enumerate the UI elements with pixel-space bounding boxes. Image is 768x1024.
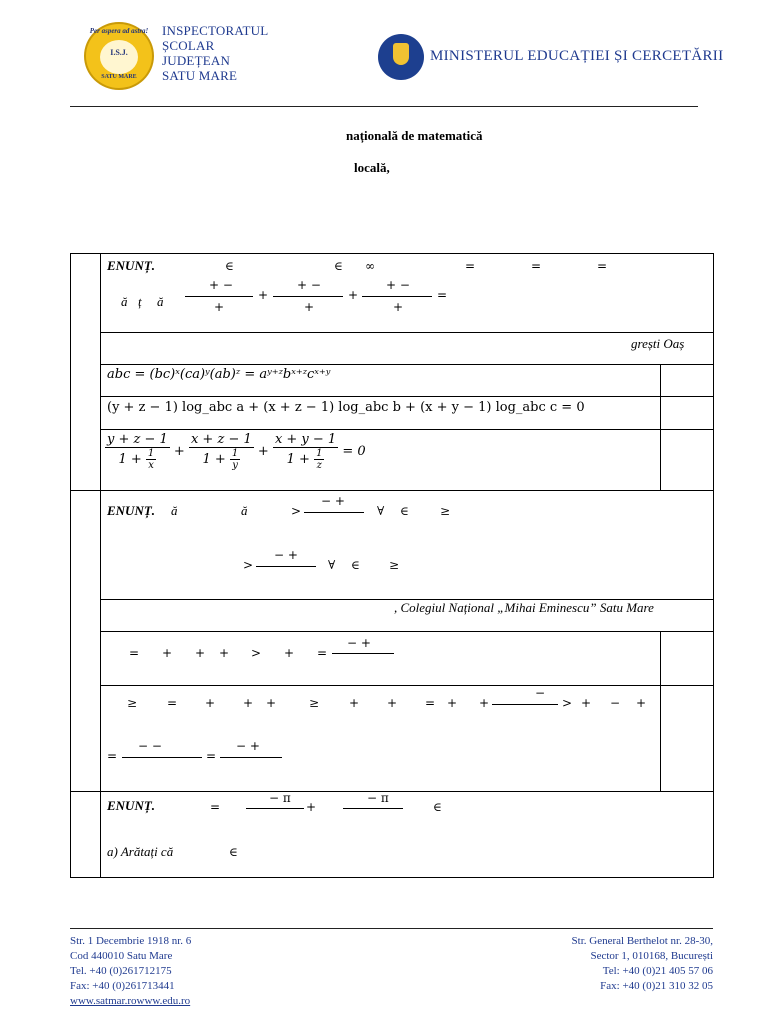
text-fragment: ă xyxy=(171,503,178,518)
isj-logo-book xyxy=(100,40,138,74)
fraction-numerator: − + xyxy=(347,636,371,650)
row-divider xyxy=(100,685,714,686)
nested-fraction xyxy=(230,448,240,471)
symbol-infinity: ∞ xyxy=(365,259,375,273)
fraction xyxy=(105,432,170,471)
symbol-plus: + xyxy=(266,696,277,710)
row-divider xyxy=(100,429,714,430)
text-fragment: ă xyxy=(121,294,128,309)
fraction-numerator: x + y − 1 xyxy=(274,432,337,447)
denominator-part: 1 + xyxy=(286,452,315,467)
problem1-enunt: ENUNȚ. xyxy=(107,258,156,273)
fraction-bar xyxy=(492,704,558,705)
denominator-part: 1 + xyxy=(202,452,230,467)
symbol-in: ∈ xyxy=(400,504,409,518)
fraction-bar xyxy=(122,757,202,758)
symbol-equals: = xyxy=(437,288,448,302)
footer-line: Cod 440010 Satu Mare xyxy=(70,950,173,962)
problems-table xyxy=(70,253,714,878)
fraction-bar xyxy=(332,653,394,654)
footer-address-isj xyxy=(70,934,191,1009)
fraction-denominator: + xyxy=(214,300,225,314)
symbol-plus: + xyxy=(173,444,185,459)
fraction-numerator: + − xyxy=(297,278,321,292)
symbol-plus: + xyxy=(219,646,230,660)
fraction-numerator: y + z − 1 xyxy=(107,432,168,447)
fraction-numerator: x + z − 1 xyxy=(190,432,252,447)
fraction-numerator: − xyxy=(535,686,546,700)
fraction-numerator: 1 xyxy=(231,448,239,459)
isj-line: INSPECTORATUL xyxy=(162,23,269,38)
symbol-plus: + xyxy=(243,696,254,710)
fraction-numerator: − π xyxy=(269,791,291,805)
row-divider xyxy=(100,631,714,632)
symbol-plus: + xyxy=(479,696,490,710)
footer-address-ministry xyxy=(520,934,713,994)
row-divider xyxy=(100,332,714,333)
symbol-equals: = xyxy=(206,749,217,763)
score-column-divider xyxy=(660,364,661,490)
text-fragment: ă xyxy=(241,503,248,518)
symbol-minus: − xyxy=(610,696,621,710)
fraction-bar xyxy=(273,296,343,297)
symbol-greater: > xyxy=(251,646,262,660)
fraction xyxy=(189,432,254,471)
symbol-equals: = xyxy=(425,696,436,710)
fraction-bar xyxy=(362,296,432,297)
symbol-plus: + xyxy=(257,444,269,459)
footer-line: Tel: +40 (0)21 405 57 06 xyxy=(602,965,713,977)
fraction-numerator: − π xyxy=(367,791,389,805)
symbol-plus: + xyxy=(195,646,206,660)
symbol-in: ∈ xyxy=(334,259,343,273)
fraction-denominator: x xyxy=(148,460,154,471)
symbol-greater: > xyxy=(243,558,254,572)
isj-line: ȘCOLAR xyxy=(162,38,215,53)
symbol-equals: = xyxy=(210,800,221,814)
symbol-forall: ∀ xyxy=(328,558,336,572)
fraction-numerator: − + xyxy=(321,494,345,508)
problem3-enunt: ENUNȚ. xyxy=(107,798,156,813)
ministry-name: MINISTERUL EDUCAȚIEI ȘI CERCETĂRII xyxy=(430,48,724,64)
isj-name xyxy=(162,23,268,83)
symbol-in: ∈ xyxy=(225,259,234,273)
footer-line: Tel. +40 (0)261712175 xyxy=(70,965,172,977)
text-fragment: ț xyxy=(138,294,142,309)
header-divider xyxy=(70,106,698,107)
website-link[interactable]: www.satmar.rowww.edu.ro xyxy=(70,995,191,1007)
symbol-equals: = xyxy=(317,646,328,660)
isj-logo xyxy=(84,22,154,90)
score-column-divider xyxy=(660,631,661,791)
symbol-forall: ∀ xyxy=(377,504,385,518)
symbol-plus: + xyxy=(205,696,216,710)
fraction-denominator: z xyxy=(316,460,322,471)
fraction-numerator: + − xyxy=(209,278,233,292)
document-subtitle: locală, xyxy=(354,160,390,175)
symbol-plus: + xyxy=(258,288,269,302)
problem2-enunt: ENUNȚ. xyxy=(107,503,156,518)
problem2-author: , Colegiul Național „Mihai Eminescu” Satu Mare xyxy=(394,600,654,615)
fraction xyxy=(273,432,338,471)
footer-line: Fax: +40 (0)261713441 xyxy=(70,980,175,992)
row-divider xyxy=(100,396,714,397)
row-divider xyxy=(71,490,714,491)
symbol-greater: > xyxy=(291,504,302,518)
fraction-numerator: 1 xyxy=(147,448,155,459)
document-title: națională de matematică xyxy=(346,128,483,143)
fraction-bar xyxy=(256,566,316,567)
solution-equation: (y + z − 1) log_abc a + (x + z − 1) log_abc b + (x + y − 1) log_abc c = 0 xyxy=(107,400,585,415)
fraction-numerator: + − xyxy=(386,278,410,292)
symbol-plus: + xyxy=(581,696,592,710)
footer-line: Str. General Berthelot nr. 28-30, xyxy=(571,935,713,947)
denominator-part: 1 + xyxy=(118,452,146,467)
problem1-author: grești Oaș xyxy=(631,336,685,351)
footer-line: Sector 1, 010168, București xyxy=(590,950,713,962)
nested-fraction xyxy=(314,448,324,471)
symbol-plus: + xyxy=(636,696,647,710)
symbol-equals: = xyxy=(167,696,178,710)
symbol-equals: = xyxy=(129,646,140,660)
row-divider xyxy=(71,791,714,792)
fraction-bar xyxy=(220,757,282,758)
nested-fraction xyxy=(146,448,156,471)
symbol-geq: ≥ xyxy=(440,504,451,518)
fraction-denominator: + xyxy=(393,300,404,314)
symbol-equals: = xyxy=(597,259,608,273)
fraction-numerator: 1 xyxy=(316,448,323,459)
symbol-equals: = xyxy=(465,259,476,273)
symbol-in: ∈ xyxy=(229,845,238,859)
symbol-plus: + xyxy=(387,696,398,710)
isj-line: JUDEȚEAN xyxy=(162,53,231,68)
isj-logo-motto: Per aspera ad astra! xyxy=(89,27,149,35)
fraction-bar xyxy=(246,808,304,809)
symbol-in: ∈ xyxy=(433,800,442,814)
coat-of-arms-icon xyxy=(393,43,409,65)
footer-line: Str. 1 Decembrie 1918 nr. 6 xyxy=(70,935,192,947)
fraction-numerator: − − xyxy=(138,739,162,753)
symbol-geq: ≥ xyxy=(127,696,138,710)
symbol-geq: ≥ xyxy=(309,696,320,710)
solution-equation xyxy=(105,432,366,471)
symbol-in: ∈ xyxy=(351,558,360,572)
isj-line: SATU MARE xyxy=(162,68,238,83)
ministry-emblem-icon xyxy=(378,34,424,80)
isj-logo-town: SATU MARE xyxy=(101,74,137,80)
isj-logo-code: I.S.J. xyxy=(110,48,128,57)
equation-rhs: = 0 xyxy=(342,444,366,459)
symbol-plus: + xyxy=(349,696,360,710)
footer-line: Fax: +40 (0)21 310 32 05 xyxy=(600,980,713,992)
fraction-denominator xyxy=(105,448,170,471)
symbol-greater: > xyxy=(562,696,573,710)
column-divider xyxy=(100,254,101,877)
fraction-bar xyxy=(343,808,403,809)
fraction-numerator: − + xyxy=(236,739,260,753)
symbol-equals: = xyxy=(531,259,542,273)
fraction-bar xyxy=(304,512,364,513)
symbol-equals: = xyxy=(107,749,118,763)
footer-divider xyxy=(70,928,713,929)
text-fragment: ă xyxy=(157,294,164,309)
symbol-geq: ≥ xyxy=(389,558,400,572)
symbol-plus: + xyxy=(348,288,359,302)
solution-equation: abc = (bc)ˣ(ca)ʸ(ab)ᶻ = aʸ⁺ᶻbˣ⁺ᶻcˣ⁺ʸ xyxy=(107,367,331,382)
fraction-bar xyxy=(185,296,253,297)
fraction-denominator: y xyxy=(232,460,238,471)
fraction-denominator xyxy=(273,448,338,471)
fraction-numerator: − + xyxy=(274,548,298,562)
symbol-plus: + xyxy=(284,646,295,660)
fraction-denominator: + xyxy=(304,300,315,314)
problem3-part-a: a) Arătați că xyxy=(107,844,174,859)
fraction-denominator xyxy=(189,448,254,471)
symbol-plus: + xyxy=(162,646,173,660)
row-divider xyxy=(100,364,714,365)
symbol-plus: + xyxy=(306,800,317,814)
symbol-plus: + xyxy=(447,696,458,710)
